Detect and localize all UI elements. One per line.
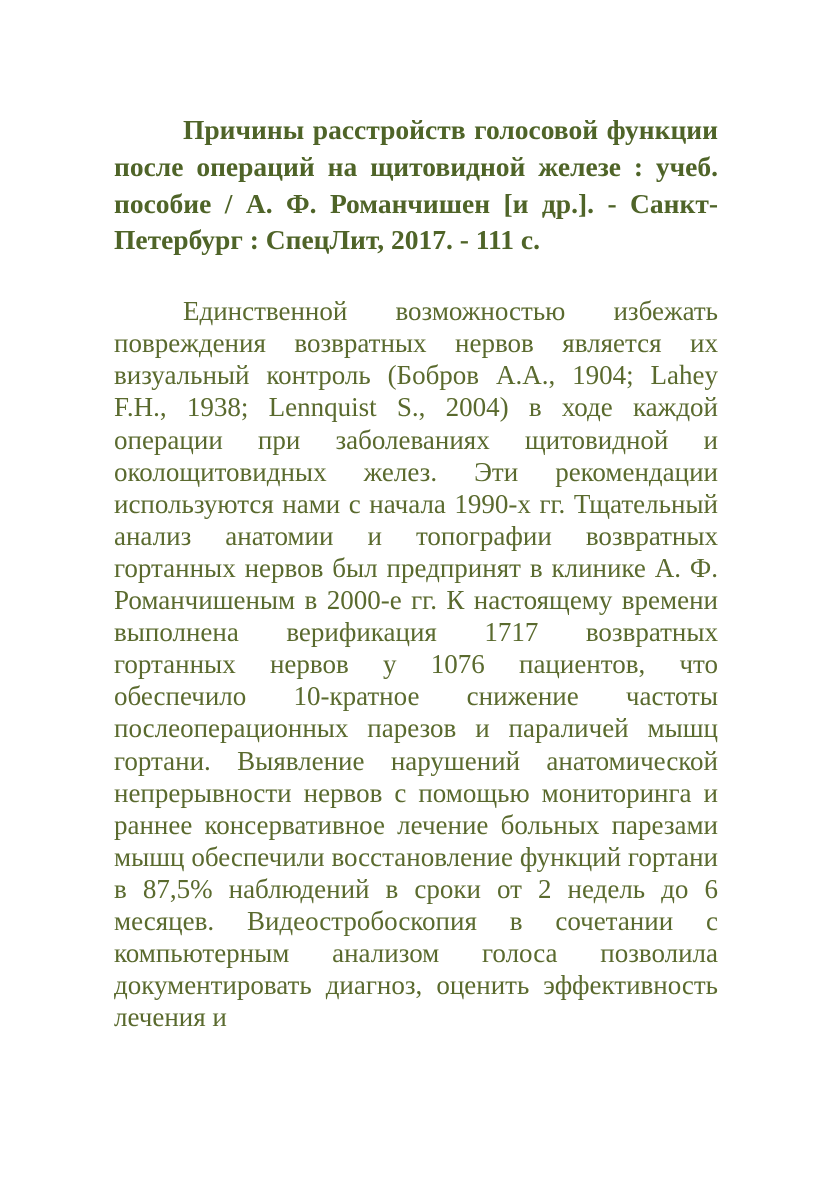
bibliographic-title: Причины расстройств голосовой функции после операций на щитовидной железе : учеб. пособие / А. Ф. Романчишен [и др.]. - Санкт-Петербург : СпецЛит, 2017. - 111 с. xyxy=(114,114,718,256)
page-content xyxy=(114,112,718,1033)
body-paragraph: Единственной возможностью избежать повреждения возвратных нервов является их визуальный контроль (Бобров А.А., 1904; Lahey F.H., 1938; Lennquist S., 2004) в ходе каждой операции при заболеваниях щитовидной и околощитовидных желез. Эти рекомендации используются нами с начала 1990-х гг. Тщательный анализ анатомии и топографии возвратных гортанных нервов был предпринят в клинике А. Ф. Романчишеным в 2000-е гг. К настоящему времени выполнена верификация 1717 возвратных гортанных нервов у 1076 пациентов, что обеспечило 10-кратное снижение частоты послеоперационных парезов и параличей мышц гортани. Выявление нарушений анатомической непрерывности нервов с помощью мониторинга и раннее консервативное лечение больных парезами мышц обеспечили восстановление функций гортани в 87,5% наблюдений в сроки от 2 недель до 6 месяцев. Видеостробоскопия в сочетании с компьютерным анализом голоса позволила документировать диагноз, оценить эффективность лечения и xyxy=(114,296,718,1033)
